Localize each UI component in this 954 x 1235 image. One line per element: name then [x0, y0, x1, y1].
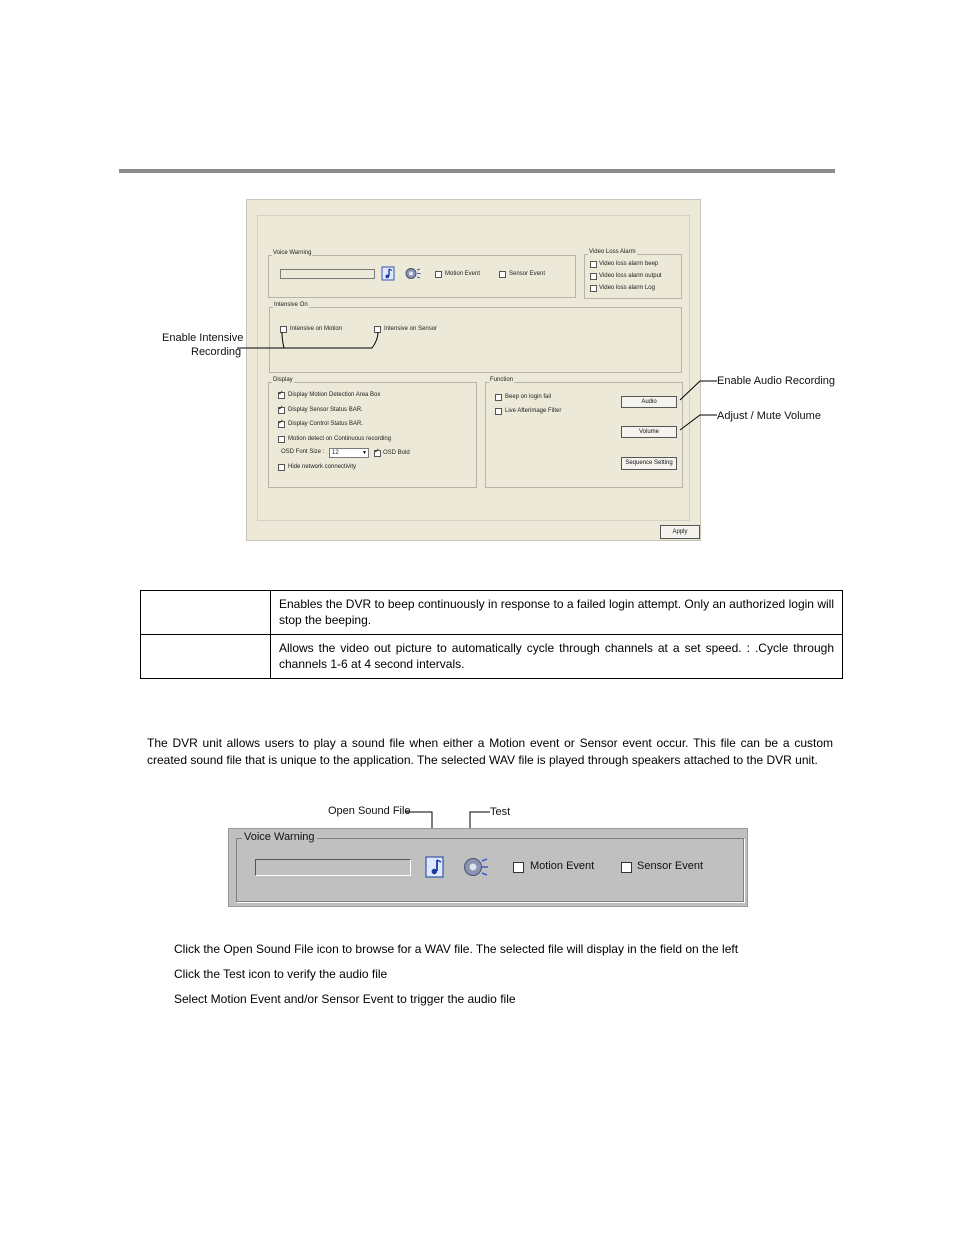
sensor-event-label: Sensor Event [509, 271, 546, 277]
beep-login-fail-checkbox[interactable] [495, 394, 502, 401]
test-callout: Test [490, 806, 511, 818]
voice-warning-screenshot [228, 828, 748, 907]
video-loss-legend: Video Loss Alarm [589, 249, 636, 255]
callout-volume: Adjust / Mute Volume [717, 410, 821, 422]
voice-warning-paragraph: The DVR unit allows users to play a sound file when either a Motion event or Sensor event occur. This file can be a custom created sound file that is unique to the application. The selected WAV file is played through speakers attached to the DVR unit. [147, 736, 833, 767]
sensor-event-label-large: Sensor Event [637, 860, 704, 872]
test-sound-icon[interactable] [405, 267, 421, 280]
open-sound-file-icon[interactable] [381, 266, 395, 281]
live-afterimage-label: Live Afterimage Filter [505, 408, 562, 414]
intensive-sensor-label: Intensive on Sensor [384, 326, 438, 332]
display-sensor-bar-checkbox[interactable] [278, 407, 285, 414]
display-control-bar-label: Display Control Status BAR. [288, 421, 364, 427]
sound-file-field[interactable] [280, 269, 375, 279]
function-table [140, 590, 843, 679]
video-loss-log-label: Video loss alarm Log [599, 285, 655, 291]
voice-warning-group [268, 250, 576, 298]
volume-button[interactable]: Volume [621, 426, 677, 438]
callout-intensive-line2: Recording [191, 346, 242, 358]
display-legend: Display [273, 377, 293, 383]
motion-event-checkbox[interactable] [435, 271, 442, 278]
voice-warning-legend: Voice Warning [273, 250, 312, 256]
osd-font-size-value: 12 [332, 450, 339, 456]
motion-event-label-large: Motion Event [530, 860, 595, 872]
settings-screenshot [246, 199, 701, 541]
sensor-event-checkbox-large[interactable] [621, 862, 632, 873]
open-sound-file-icon[interactable] [425, 856, 445, 879]
video-loss-output-label: Video loss alarm output [599, 273, 662, 279]
audio-callout-line [678, 378, 718, 402]
table-cell-name [141, 635, 271, 679]
osd-bold-label: OSD Bold [383, 450, 410, 456]
step-item: Select Motion Event and/or Sensor Event to trigger the audio file [174, 992, 516, 1006]
display-motion-box-checkbox[interactable] [278, 392, 285, 399]
display-sensor-bar-label: Display Sensor Status BAR. [288, 407, 363, 413]
sequence-setting-button[interactable]: Sequence Setting [621, 457, 677, 470]
intensive-motion-label: Intensive on Motion [290, 326, 343, 332]
osd-font-size-select[interactable] [329, 448, 369, 458]
table-row [141, 635, 843, 679]
hide-network-checkbox[interactable] [278, 464, 285, 471]
motion-continuous-checkbox[interactable] [278, 436, 285, 443]
voice-warning-legend-large: Voice Warning [244, 831, 315, 843]
table-row [141, 591, 843, 635]
callout-intensive-line1: Enable Intensive [162, 332, 244, 344]
open-sound-file-callout: Open Sound File [328, 805, 411, 817]
osd-font-size-label: OSD Font Size : [281, 449, 325, 455]
audio-button[interactable]: Audio [621, 396, 677, 408]
step-item: Click the Test icon to verify the audio file [174, 967, 388, 981]
volume-callout-line [678, 411, 718, 435]
intensive-on-legend: Intensive On [274, 302, 308, 308]
video-loss-beep-label: Video loss alarm beep [599, 261, 659, 267]
osd-bold-checkbox[interactable] [374, 450, 381, 457]
hide-network-label: Hide network connectivity [288, 464, 357, 470]
sound-file-path-field[interactable] [255, 859, 411, 876]
display-control-bar-checkbox[interactable] [278, 421, 285, 428]
intensive-callout-bracket [236, 328, 382, 354]
settings-panel [257, 215, 690, 521]
voice-warning-frame [236, 831, 744, 902]
function-group [485, 377, 683, 488]
callout-audio: Enable Audio Recording [717, 375, 836, 387]
table-cell-desc: Allows the video out picture to automatically cycle through channels at a set speed. : .Cycle through channels 1-6 at 4 second intervals. [271, 635, 843, 679]
header-rule [119, 169, 835, 173]
apply-button[interactable]: Apply [660, 525, 700, 539]
motion-event-checkbox-large[interactable] [513, 862, 524, 873]
table-cell-name [141, 591, 271, 635]
live-afterimage-checkbox[interactable] [495, 408, 502, 415]
video-loss-alarm-group [584, 249, 682, 299]
sensor-event-checkbox[interactable] [499, 271, 506, 278]
test-sound-icon[interactable] [463, 856, 489, 878]
video-loss-beep-checkbox[interactable] [590, 261, 597, 268]
display-group [268, 377, 477, 488]
function-legend: Function [490, 377, 514, 383]
video-loss-log-checkbox[interactable] [590, 285, 597, 292]
table-cell-desc: Enables the DVR to beep continuously in response to a failed login attempt. Only an authorized login will stop the beeping. [271, 591, 843, 635]
chevron-down-icon: ▼ [362, 450, 367, 456]
display-motion-box-label: Display Motion Detection Area Box [288, 392, 381, 398]
video-loss-output-checkbox[interactable] [590, 273, 597, 280]
beep-login-fail-label: Beep on login fail [505, 394, 552, 400]
step-item: Click the Open Sound File icon to browse for a WAV file. The selected file will display in the field on the left [174, 942, 739, 956]
motion-continuous-label: Motion detect on Continuous recording [288, 436, 392, 442]
motion-event-label: Motion Event [445, 271, 481, 277]
